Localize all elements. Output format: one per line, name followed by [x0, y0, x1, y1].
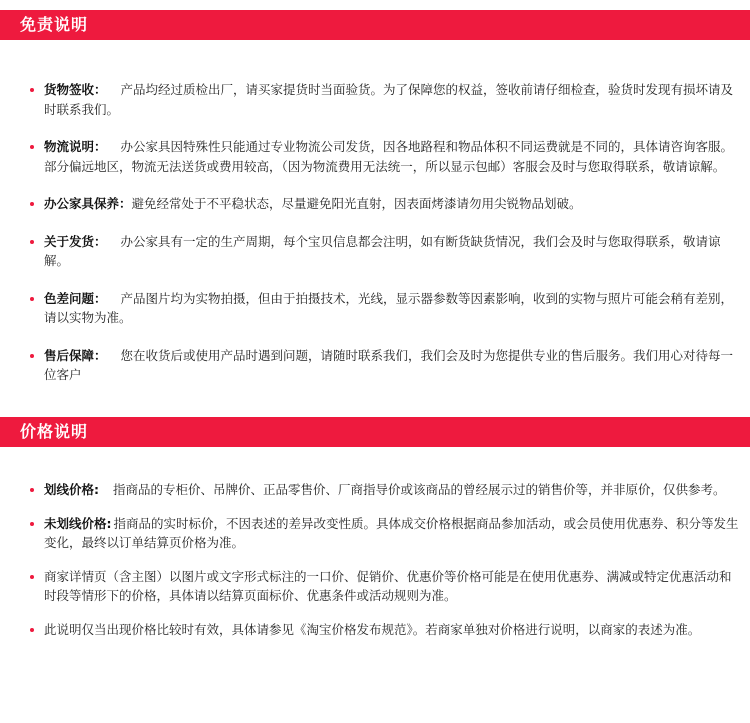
bullet-icon	[30, 145, 34, 149]
item-text: 避免经常处于不平稳状态，尽量避免阳光直射，因表面烤漆请勿用尖锐物品划破。	[131, 196, 582, 211]
price-item-non-strikethrough	[0, 514, 750, 553]
item-text: 商家详情页（含主图）以图片或文字形式标注的一口价、促销价、优惠价等价格可能是在使用优惠券、满减或特定优惠活动和时段等情形下的价格，具体请以结算页面标价、优惠条件或活动规则为准。	[44, 568, 732, 603]
price-section-header: 价格说明	[0, 417, 750, 447]
disclaimer-item-color-difference	[0, 289, 750, 328]
bullet-icon	[30, 488, 34, 492]
disclaimer-item-logistics	[0, 137, 750, 176]
item-text: 产品图片均为实物拍摄，但由于拍摄技术，光线，显示器参数等因素影响，收到的实物与照片可能会稍有差别，请以实物为准。	[44, 290, 734, 325]
item-text: 办公家具有一定的生产周期，每个宝贝信息都会注明，如有断货缺货情况，我们会及时与您取得联系，敬请谅解。	[44, 233, 721, 268]
item-label: 关于发货：	[44, 233, 107, 249]
bullet-icon	[30, 88, 34, 92]
disclaimer-item-shipping	[0, 232, 750, 271]
disclaimer-list	[0, 80, 750, 403]
bullet-icon	[30, 202, 34, 206]
disclaimer-item-receipt	[0, 80, 750, 119]
item-text: 办公家具因特殊性只能通过专业物流公司发货，因各地路程和物品体积不同运费就是不同的，具体请咨询客服。部分偏远地区，物流无法送货或费用较高，（因为物流费用无法统一，所以显示包邮）客服会及时与您取得联系，敬请谅解。	[44, 139, 734, 174]
bullet-icon	[30, 575, 34, 579]
item-text: 您在收货后或使用产品时遇到问题，请随时联系我们，我们会及时为您提供专业的售后服务。我们用心对待每一位客户	[44, 347, 734, 382]
item-label: 办公家具保养：	[44, 196, 132, 211]
disclaimer-item-after-sales	[0, 346, 750, 385]
bullet-icon	[30, 354, 34, 358]
disclaimer-item-maintenance	[0, 194, 750, 214]
price-list	[0, 480, 750, 653]
item-text: 此说明仅当出现价格比较时有效，具体请参见《淘宝价格发布规范》。若商家单独对价格进行说明，以商家的表述为准。	[44, 621, 701, 637]
item-text: 指商品的实时标价，不因表述的差异改变性质。具体成交价格根据商品参加活动，或会员使用优惠券、积分等发生变化，最终以订单结算页价格为准。	[44, 515, 739, 550]
item-label: 未划线价格:	[44, 515, 112, 531]
item-label: 货物签收：	[44, 82, 107, 97]
item-label: 色差问题：	[44, 290, 107, 306]
price-item-detail-page	[0, 567, 750, 606]
item-label: 售后保障：	[44, 347, 107, 363]
bullet-icon	[30, 297, 34, 301]
bullet-icon	[30, 522, 34, 526]
price-item-comparison-note	[0, 620, 750, 640]
item-label: 物流说明：	[44, 139, 107, 154]
bullet-icon	[30, 240, 34, 244]
item-text: 产品均经过质检出厂，请买家提货时当面验货。为了保障您的权益，签收前请仔细检查，验货时发现有损坏请及时联系我们。	[44, 82, 734, 117]
bullet-icon	[30, 628, 34, 632]
item-text: 指商品的专柜价、吊牌价、正品零售价、厂商指导价或该商品的曾经展示过的销售价等，并非原价，仅供参考。	[113, 482, 726, 497]
disclaimer-section-header: 免责说明	[0, 10, 750, 40]
price-item-strikethrough	[0, 480, 750, 500]
item-label: 划线价格:	[44, 482, 99, 497]
